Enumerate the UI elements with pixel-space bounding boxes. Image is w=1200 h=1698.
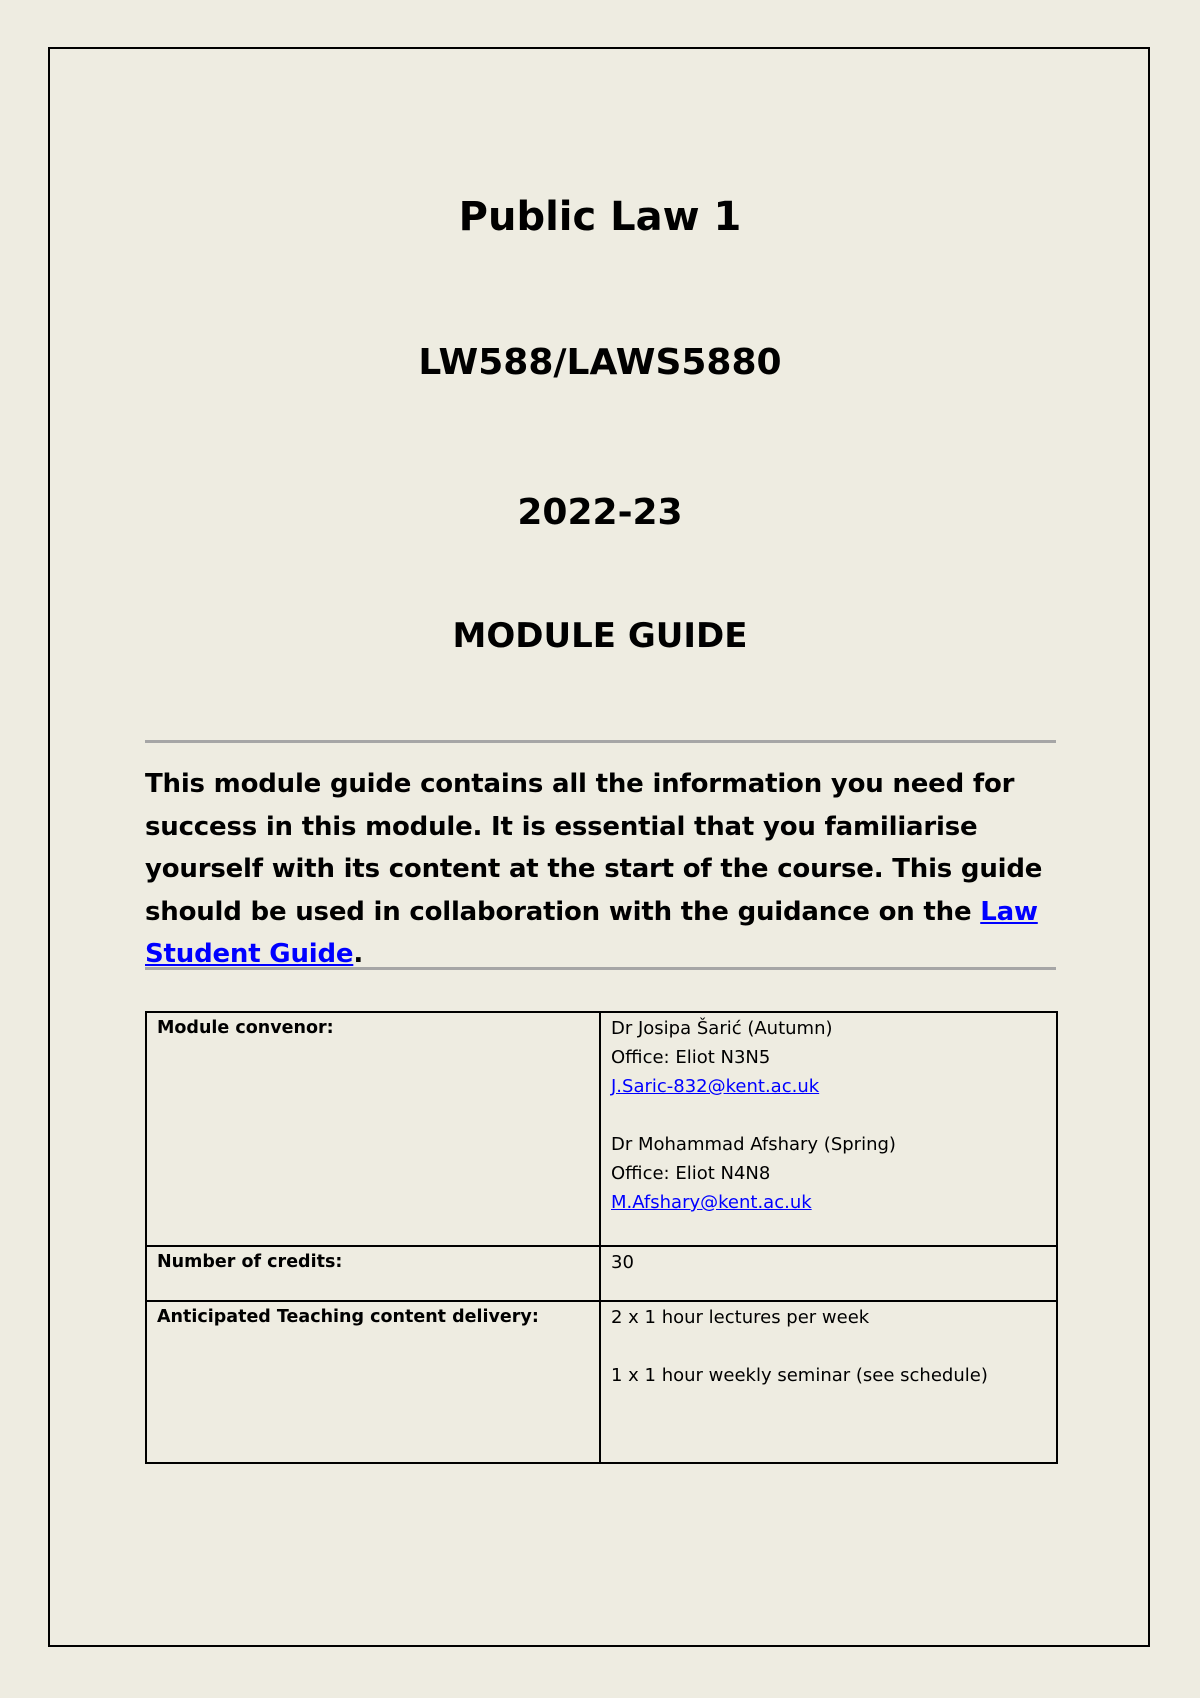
convenor-value	[600, 1012, 1057, 1246]
autumn-convenor-office: Office: Eliot N3N5	[611, 1047, 771, 1068]
module-info-table	[145, 1011, 1058, 1464]
divider-top	[145, 740, 1056, 743]
spring-convenor-email-link[interactable]: M.Afshary@kent.ac.uk	[611, 1192, 812, 1213]
intro-paragraph	[145, 763, 1060, 976]
delivery-seminar: 1 x 1 hour weekly seminar (see schedule)	[611, 1365, 988, 1386]
delivery-label: Anticipated Teaching content delivery:	[146, 1301, 600, 1463]
cell-spacer	[611, 1101, 1046, 1130]
divider-bottom	[145, 967, 1056, 970]
convenor-label: Module convenor:	[146, 1012, 600, 1246]
table-row-convenor	[146, 1012, 1057, 1246]
law-student-guide-link[interactable]: Law Student Guide	[145, 896, 1038, 969]
spring-convenor-office: Office: Eliot N4N8	[611, 1163, 771, 1184]
delivery-value	[600, 1301, 1057, 1463]
intro-text-end: .	[353, 939, 363, 969]
credits-label: Number of credits:	[146, 1246, 600, 1301]
cell-spacer	[611, 1332, 1046, 1361]
module-title: Public Law 1	[458, 194, 742, 240]
table-row-delivery	[146, 1301, 1057, 1463]
intro-text: This module guide contains all the information you need for success in this module. It is essential that you familiarise yourself with its content at the start of the course. This guide should be used in collaboration with the guidance on the	[145, 769, 1043, 927]
module-code: LW588/LAWS5880	[418, 342, 782, 383]
delivery-lectures: 2 x 1 hour lectures per week	[611, 1307, 870, 1328]
credits-value: 30	[600, 1246, 1057, 1301]
spring-convenor-name: Dr Mohammad Afshary (Spring)	[611, 1134, 896, 1155]
academic-year: 2022-23	[517, 492, 683, 533]
autumn-convenor-email-link[interactable]: J.Saric-832@kent.ac.uk	[611, 1076, 820, 1097]
autumn-convenor-name: Dr Josipa Šarić (Autumn)	[611, 1018, 833, 1039]
table-row-credits	[146, 1246, 1057, 1301]
module-guide-heading: MODULE GUIDE	[452, 616, 748, 656]
